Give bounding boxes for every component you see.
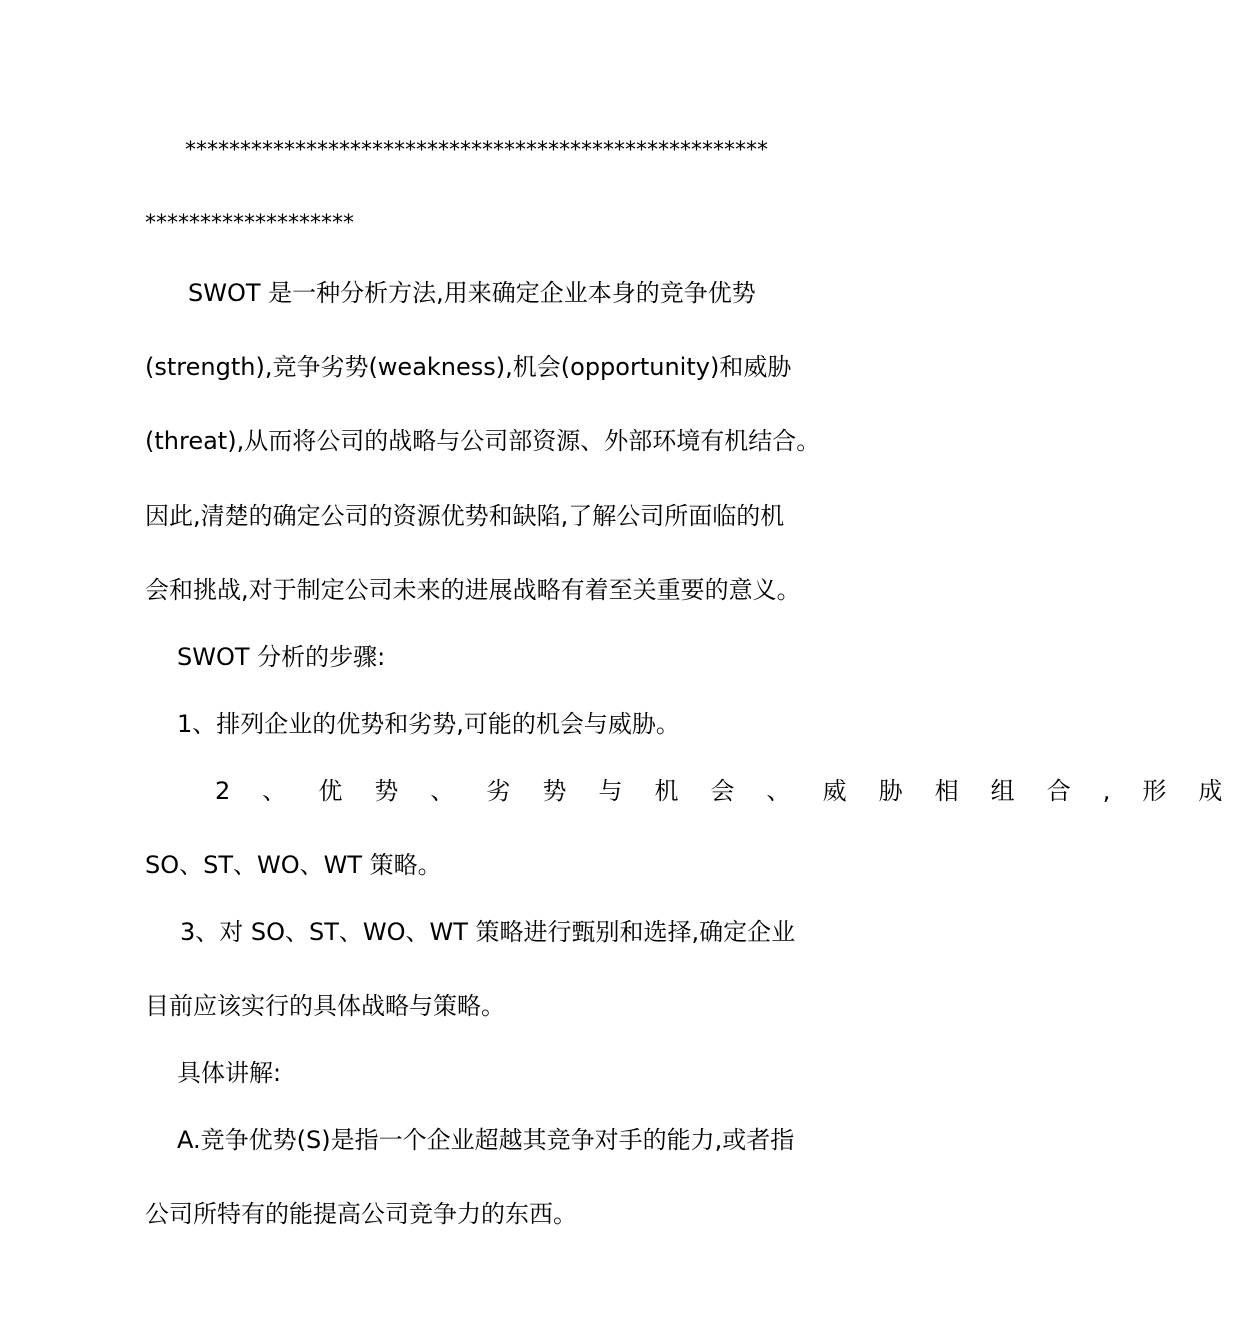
paragraph-line: 公司所特有的能提高公司竞争力的东西。 (145, 1200, 577, 1228)
separator-line-1: ***************************************************** (185, 138, 768, 163)
list-item: 2 、 优 势 、 劣 势 与 机 会 、 威 胁 相 组 合 , 形 成 (215, 777, 1235, 805)
paragraph-line: 会和挑战,对于制定公司未来的进展战略有着至关重要的意义。 (145, 576, 801, 604)
section-heading: 具体讲解: (177, 1059, 282, 1087)
paragraph-line: (threat),从而将公司的战略与公司部资源、外部环境有机结合。 (145, 427, 821, 455)
separator-line-2: ******************* (145, 211, 354, 236)
paragraph-line: (strength),竞争劣势(weakness),机会(opportunity)和威胁 (145, 353, 792, 381)
list-item: 3、对 SO、ST、WO、WT 策略进行甄别和选择,确定企业 (180, 918, 796, 946)
list-item: 目前应该实行的具体战略与策略。 (145, 992, 505, 1020)
section-heading: SWOT 分析的步骤: (177, 643, 386, 671)
paragraph-line: A.竞争优势(S)是指一个企业超越其竞争对手的能力,或者指 (177, 1126, 795, 1154)
paragraph-line: SWOT 是一种分析方法,用来确定企业本身的竞争优势 (188, 279, 756, 307)
paragraph-line: 因此,清楚的确定公司的资源优势和缺陷,了解公司所面临的机 (145, 502, 785, 530)
list-item: SO、ST、WO、WT 策略。 (145, 851, 442, 879)
list-item: 1、排列企业的优势和劣势,可能的机会与威胁。 (177, 710, 680, 738)
